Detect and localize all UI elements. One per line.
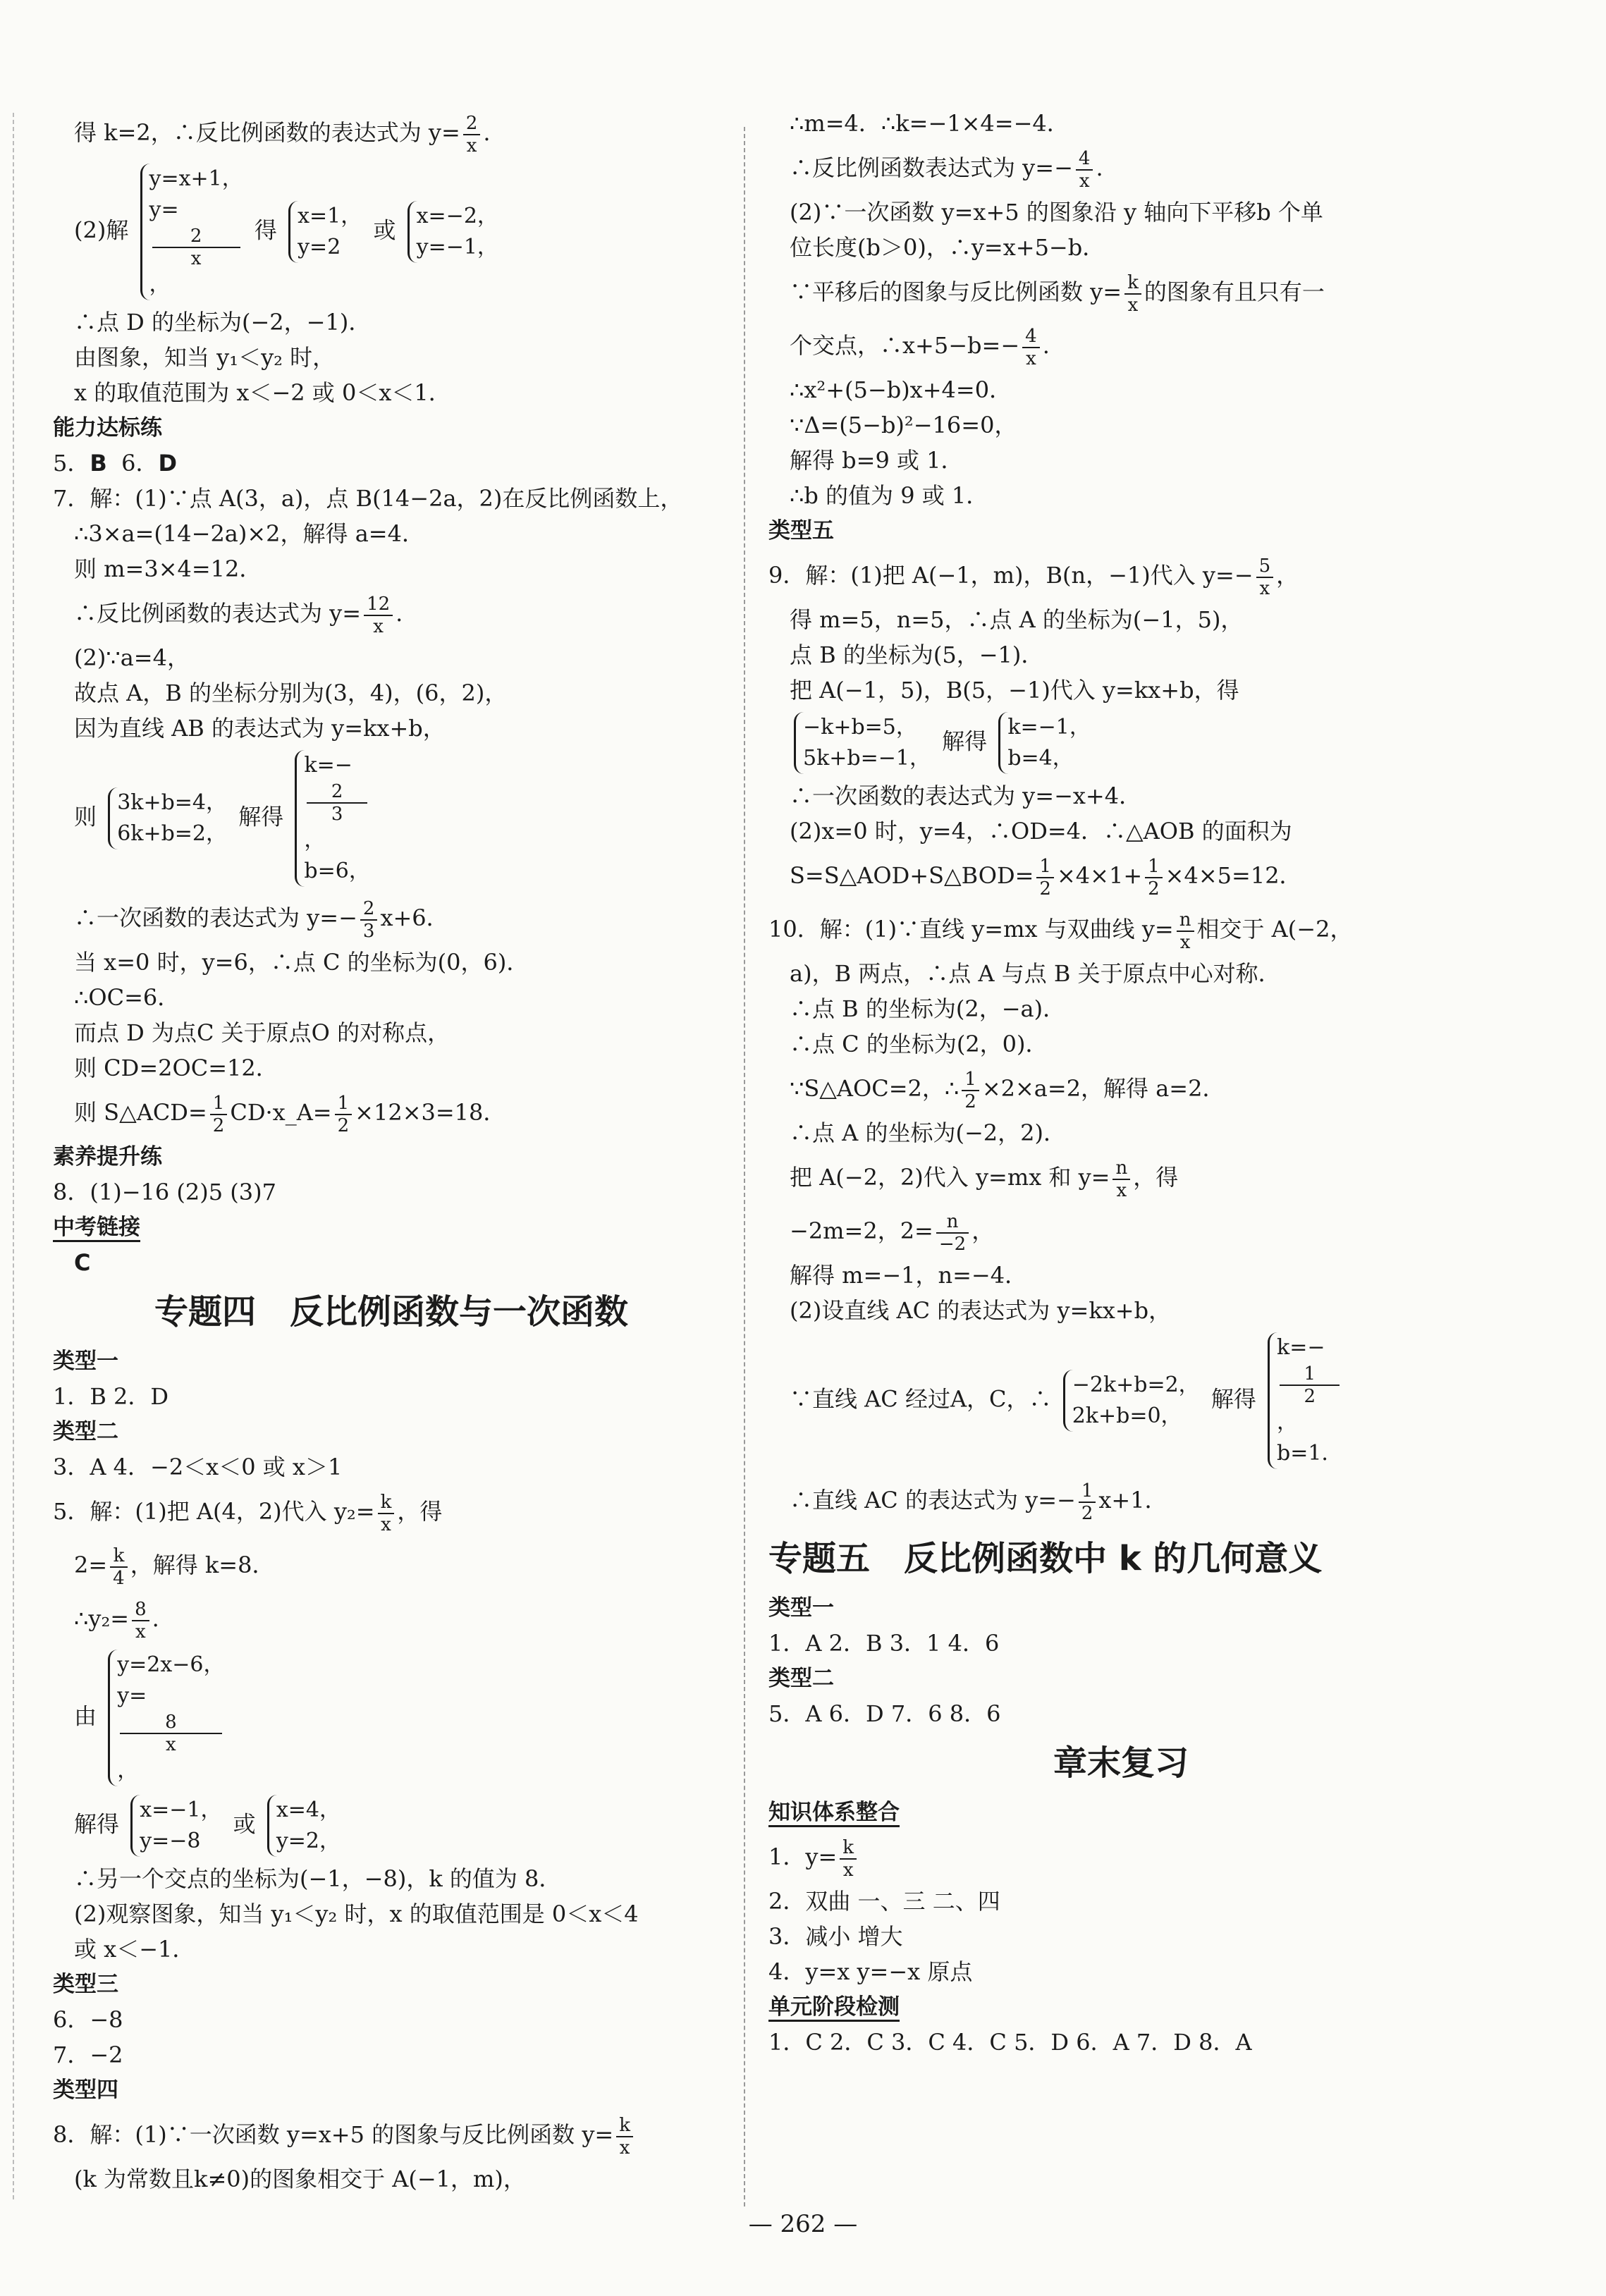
text-line: 或 x＜−1． bbox=[74, 1936, 195, 1963]
text-line: ∴y₂= $\frac{8}{x}$ . bbox=[74, 1598, 159, 1643]
text-line: (2)x=0 时，y=4，∴OD=4．∴△AOB 的面积为 bbox=[790, 818, 1292, 845]
answer-line: 5．B 6．D bbox=[53, 450, 178, 477]
text-line: (2)∵一次函数 y=x+5 的图象沿 y 轴向下平移b 个单 bbox=[790, 199, 1323, 226]
section-heading: 类型一 bbox=[768, 1595, 834, 1621]
text-line: 9．解：(1)把 A(−1，m)，B(n，−1)代入 y=− $\frac{5}{x}$ ， bbox=[768, 555, 1299, 599]
section-heading: 中考链接 bbox=[53, 1215, 140, 1240]
answer-line: 1．y= $\frac{k}{x}$ bbox=[768, 1830, 1473, 1884]
text-line: 8．(1)−16 (2)5 (3)7 bbox=[53, 1179, 276, 1205]
text-line: 点 B 的坐标为(5，−1)． bbox=[790, 641, 1044, 668]
text-line: 解得 m=−1，n=−4． bbox=[790, 1262, 1028, 1289]
text-line: (2)设直线 AC 的表达式为 y=kx+b， bbox=[790, 1297, 1172, 1324]
section-heading: 能力达标练 bbox=[53, 415, 162, 441]
answer-line: 1．B 2．D bbox=[53, 1383, 169, 1410]
text-line: 把 A(−2，2)代入 y=mx 和 y= $\frac{n}{x}$ ，得 bbox=[790, 1157, 1179, 1201]
answer-line: 3．A 4．−2＜x＜0 或 x＞1 bbox=[53, 1454, 343, 1480]
text-line: 则 S△ACD= $\frac{1}{2}$ CD·x_A= $\frac{1}{2}$ ×12×3=18． bbox=[74, 1092, 506, 1136]
equation-system-line: 由 y=2x−6， y= 8 x ， bbox=[53, 1645, 730, 1791]
text-line: 而点 D 为点C 关于原点O 的对称点， bbox=[74, 1019, 450, 1046]
answer-line: 5．A 6．D 7．6 8．6 bbox=[768, 1700, 1001, 1727]
equation-system: k=− 1 2 ， b=1． bbox=[1268, 1332, 1342, 1469]
text-line: 得 m=5，n=5，∴点 A 的坐标为(−1，5)， bbox=[790, 606, 1244, 633]
section-heading: 类型三 bbox=[53, 1972, 118, 1997]
equation-system-line: 则 3k+b=4， 6k+b=2， 解得 k=− 2 3 ， b=6， bbox=[53, 746, 730, 891]
equation-system-line: (2)解 y=x+1， y= 2 x ， 得 x=1， y=2 或 x=−2， y=−1， bbox=[53, 159, 730, 305]
text-line: ∴3×a=(14−2a)×2，解得 a=4． bbox=[74, 520, 424, 547]
text-line: (2)观察图象，知当 y₁＜y₂ 时，x 的取值范围是 0＜x＜4 bbox=[74, 1901, 639, 1927]
answer-line: 1．A 2．B 3．1 4．6 bbox=[768, 1630, 1000, 1657]
right-column bbox=[768, 106, 1473, 2060]
text-line: 8．解：(1)∵一次函数 y=x+5 的图象与反比例函数 y= $\frac{k}{x}$ bbox=[53, 2108, 730, 2161]
equation-system: y=x+1， y= 2 x ， bbox=[140, 164, 243, 300]
equation-system: k=−1， b=4， bbox=[998, 712, 1091, 774]
text-line: 因为直线 AB 的表达式为 y=kx+b， bbox=[74, 715, 446, 742]
text-line: ∴直线 AC 的表达式为 y=− $\frac{1}{2}$ x+1． bbox=[790, 1480, 1167, 1524]
text-line: (2)∵a=4， bbox=[74, 644, 190, 671]
text-line: ∴点 C 的坐标为(2，0)． bbox=[790, 1031, 1048, 1057]
text-line: 7．解：(1)∵点 A(3，a)，点 B(14−2a，2)在反比例函数上， bbox=[53, 485, 683, 512]
equation-system: x=1， y=2 bbox=[288, 201, 362, 263]
text-line: ∴点 D 的坐标为(−2，−1)． bbox=[74, 309, 372, 336]
equation-system: 3k+b=4， 6k+b=2， bbox=[108, 787, 227, 849]
text-line: ∴x²+(5−b)x+4=0． bbox=[790, 376, 1012, 403]
text-line: 解得 b=9 或 1． bbox=[790, 447, 964, 474]
topic-title: 专题五 反比例函数中 k 的几何意义 bbox=[768, 1539, 1323, 1578]
text-line: ∵S△AOC=2，∴ $\frac{1}{2}$ ×2×a=2，解得 a=2． bbox=[790, 1068, 1225, 1112]
text-line: 当 x=0 时，y=6，∴点 C 的坐标为(0，6)． bbox=[74, 949, 529, 976]
section-heading: 类型五 bbox=[768, 518, 834, 544]
topic-title: 章末复习 bbox=[1053, 1743, 1189, 1783]
text-line: 个交点，∴x+5−b=− $\frac{4}{x}$ . bbox=[790, 325, 1050, 369]
text-line: ∴反比例函数的表达式为 y= $\frac{12}{x}$ . bbox=[74, 593, 403, 637]
equation-system-line: −k+b=5， 5k+b=−1， 解得 k=−1， b=4， bbox=[768, 708, 1473, 778]
text-line: 得 k=2，∴反比例函数的表达式为 y= $\frac{2}{x}$ . bbox=[74, 112, 491, 156]
section-heading: 类型四 bbox=[53, 2077, 118, 2103]
answer-line: 1．C 2．C 3．C 4．C 5．D 6．A 7．D 8．A bbox=[768, 2029, 1252, 2056]
answer-line: 6．−8 bbox=[53, 2006, 123, 2033]
answer-line: 7．−2 bbox=[53, 2042, 123, 2068]
topic-title: 专题四 反比例函数与一次函数 bbox=[154, 1292, 628, 1332]
answer-line: 4．y=x y=−x 原点 bbox=[768, 1958, 973, 1985]
text-line: ∴反比例函数表达式为 y=− $\frac{4}{x}$ . bbox=[790, 147, 1103, 192]
text-line: 则 m=3×4=12． bbox=[74, 555, 262, 582]
text-line: 位长度(b＞0)，∴y=x+5−b． bbox=[790, 234, 1105, 261]
text-line: ∴另一个交点的坐标为(−1，−8)，k 的值为 8． bbox=[74, 1865, 562, 1892]
equation-system: x=−2， y=−1， bbox=[407, 201, 498, 263]
answer-line: 3．减小 增大 bbox=[768, 1923, 903, 1950]
fraction: $\frac{2}{x}$ bbox=[463, 113, 481, 156]
text-line: −2m=2，2= $\frac{n}{-2}$ ， bbox=[790, 1210, 995, 1255]
text-line: ∵平移后的图象与反比例函数 y= $\frac{k}{x}$ 的图象有且只有一 bbox=[790, 271, 1325, 316]
text-line: 5．解：(1)把 A(4，2)代入 y₂= $\frac{k}{x}$ ，得 bbox=[53, 1491, 443, 1535]
equation-system: x=4， y=2， bbox=[267, 1795, 341, 1857]
equation-system-line: ∵直线 AC 经过A，C，∴ −2k+b=2， 2k+b=0， 解得 k=− 1 2 ， b=1． bbox=[768, 1328, 1473, 1473]
section-heading: 知识体系整合 bbox=[768, 1800, 900, 1825]
text-line: ∴OC=6． bbox=[74, 984, 180, 1011]
section-heading: 素养提升练 bbox=[53, 1144, 162, 1170]
page-number: — 262 — bbox=[748, 2210, 858, 2238]
text-line: 则 CD=2OC=12． bbox=[74, 1055, 278, 1081]
text-line: 由图象，知当 y₁＜y₂ 时， bbox=[74, 344, 336, 371]
text-line: 把 A(−1，5)，B(5，−1)代入 y=kx+b，得 bbox=[790, 677, 1239, 704]
equation-system-line: 解得 x=−1， y=−8 或 x=4， y=2， bbox=[53, 1791, 730, 1861]
text-line: x 的取值范围为 x＜−2 或 0＜x＜1． bbox=[74, 379, 451, 406]
equation-system: x=−1， y=−8 bbox=[130, 1795, 221, 1857]
section-heading: 单元阶段检测 bbox=[768, 1994, 900, 2020]
text-line: ∴点 B 的坐标为(2，−a)． bbox=[790, 995, 1066, 1022]
equation-system: k=− 2 3 ， b=6， bbox=[295, 750, 369, 887]
equation-system: −2k+b=2， 2k+b=0， bbox=[1063, 1370, 1200, 1432]
answer-line: C bbox=[74, 1249, 91, 1276]
text-line: 2= $\frac{k}{4}$ ，解得 k=8． bbox=[74, 1545, 275, 1589]
answer-line: 2．双曲 一、三 二、四 bbox=[768, 1888, 1000, 1915]
equation-system: y=2x−6， y= 8 x ， bbox=[108, 1650, 224, 1786]
text-line: ∴b 的值为 9 或 1． bbox=[790, 482, 989, 509]
text-line: 10．解：(1)∵直线 y=mx 与双曲线 y= $\frac{n}{x}$ 相交于 A(−2， bbox=[768, 909, 1353, 953]
text-line: ∴一次函数的表达式为 y=− $\frac{2}{3}$ x+6． bbox=[74, 897, 449, 942]
left-margin-rule bbox=[13, 113, 14, 2199]
equation-system: −k+b=5， 5k+b=−1， bbox=[794, 712, 931, 774]
text-line: ∴点 A 的坐标为(−2，2)． bbox=[790, 1119, 1066, 1146]
text-line: ∴一次函数的表达式为 y=−x+4． bbox=[790, 782, 1142, 809]
column-separator bbox=[744, 127, 745, 2206]
fraction: $\frac{12}{x}$ bbox=[364, 594, 393, 637]
text-line: ∴m=4．∴k=−1×4=−4． bbox=[790, 110, 1069, 137]
text-line: a)，B 两点，∴点 A 与点 B 关于原点中心对称． bbox=[790, 960, 1281, 987]
left-column bbox=[53, 106, 730, 2197]
text-line: ∵Δ=(5−b)²−16=0， bbox=[790, 412, 1017, 438]
text-line: S=S△AOD+S△BOD= $\frac{1}{2}$ ×4×1+ $\frac{1}{2}$ ×4×5=12． bbox=[790, 855, 1302, 900]
text-line: (k 为常数且k≠0)的图象相交于 A(−1，m)， bbox=[74, 2166, 526, 2192]
section-heading: 类型二 bbox=[53, 1419, 118, 1444]
section-heading: 类型一 bbox=[53, 1349, 118, 1374]
section-heading: 类型二 bbox=[768, 1666, 834, 1691]
text-line: 故点 A，B 的坐标分别为(3，4)，(6，2)， bbox=[74, 680, 508, 706]
